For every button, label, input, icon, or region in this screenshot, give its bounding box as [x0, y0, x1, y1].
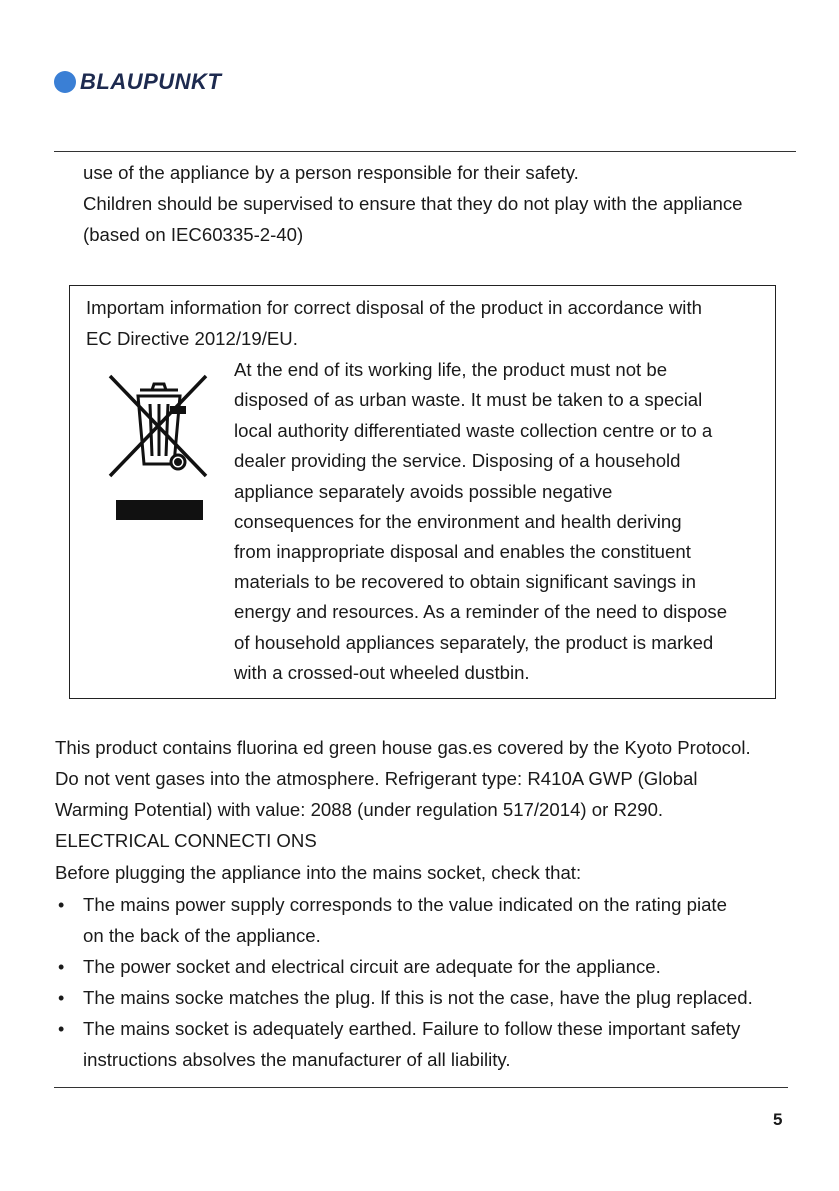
- disposal-title-line-2: EC Directive 2012/19/EU.: [86, 328, 298, 349]
- gas-line-1: This product contains fluorina ed green house gas.es covered by the Kyoto Protocol.: [55, 737, 751, 758]
- bullet-icon: •: [58, 957, 65, 977]
- brand-name: BLAUPUNKT: [80, 69, 222, 94]
- disposal-body-line: At the end of its working life, the product must not be: [234, 359, 668, 380]
- electrical-intro: Before plugging the appliance into the mains socket, check that:: [55, 862, 582, 883]
- intro-line-3: (based on IEC60335-2-40): [83, 224, 304, 245]
- electrical-bullet-text: The mains socke matches the plug. lf this is not the case, have the plug replaced.: [83, 987, 753, 1008]
- top-divider: [54, 151, 796, 152]
- intro-line-1: use of the appliance by a person responsible for their safety.: [83, 162, 579, 183]
- bottom-divider: [54, 1087, 788, 1088]
- gas-line-2: Do not vent gases into the atmosphere. Refrigerant type: R410A GWP (Global: [55, 768, 698, 789]
- disposal-body-line: consequences for the environment and health deriving: [234, 511, 682, 532]
- disposal-body-line: materials to be recovered to obtain significant savings in: [234, 571, 696, 592]
- disposal-body-line: energy and resources. As a reminder of the need to dispose: [234, 601, 728, 622]
- brand-logo: [54, 69, 221, 95]
- disposal-body-line: appliance separately avoids possible negative: [234, 481, 613, 502]
- disposal-title-line-1: Importam information for correct disposal of the product in accordance with: [86, 297, 702, 318]
- page-number: 5: [773, 1110, 783, 1129]
- black-bar-marking-icon: [116, 500, 203, 520]
- gas-line-3: Warming Potential) with value: 2088 (under regulation 517/2014) or R290.: [55, 799, 664, 820]
- disposal-body-line: dealer providing the service. Disposing of a household: [234, 450, 681, 471]
- disposal-body-line: disposed of as urban waste. It must be taken to a special: [234, 389, 703, 410]
- electrical-bullet-text: The mains power supply corresponds to the value indicated on the rating piate: [83, 894, 727, 915]
- crossed-out-wheeled-bin-icon: [108, 372, 208, 480]
- disposal-body-line: with a crossed-out wheeled dustbin.: [234, 662, 530, 683]
- electrical-bullet-text: The power socket and electrical circuit are adequate for the appliance.: [83, 956, 661, 977]
- electrical-bullet-text: instructions absolves the manufacturer of all liability.: [83, 1049, 511, 1070]
- electrical-heading: ELECTRICAL CONNECTI ONS: [55, 830, 317, 851]
- bullet-icon: •: [58, 895, 65, 915]
- bullet-icon: •: [58, 1019, 65, 1039]
- disposal-body-line: of household appliances separately, the product is marked: [234, 632, 714, 653]
- intro-line-2: Children should be supervised to ensure that they do not play with the appliance: [83, 193, 743, 214]
- disposal-body-line: local authority differentiated waste collection centre or to a: [234, 420, 713, 441]
- electrical-bullet-text: The mains socket is adequately earthed. Failure to follow these important safety: [83, 1018, 741, 1039]
- electrical-bullet-text: on the back of the appliance.: [83, 925, 321, 946]
- disposal-body-line: from inappropriate disposal and enables the constituent: [234, 541, 691, 562]
- logo-dot-icon: [54, 71, 76, 93]
- bullet-icon: •: [58, 988, 65, 1008]
